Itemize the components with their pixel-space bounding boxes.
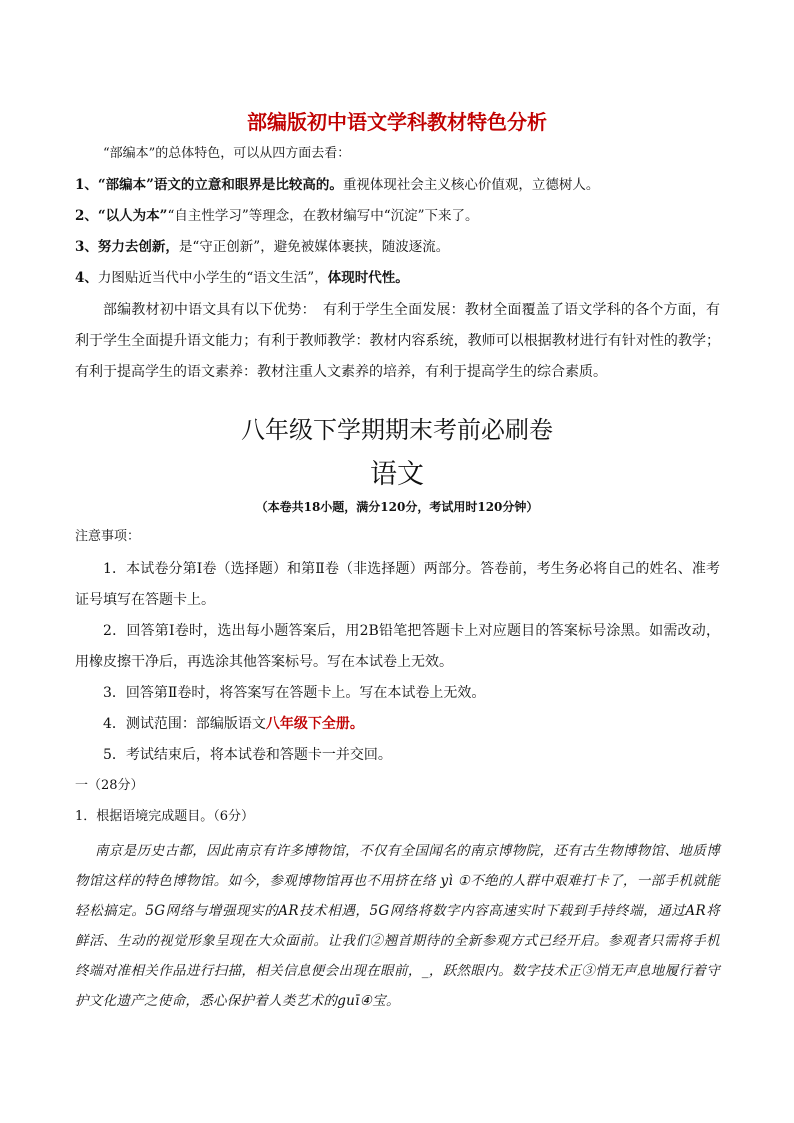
section-one-heading: 一（28分）	[75, 778, 144, 793]
document-title: 部编版初中语文学科教材特色分析	[247, 110, 547, 134]
exam-meta: （本卷共18小题，满分120分，考试用时120分钟）	[255, 500, 539, 514]
note-item-2: 2．回答第Ⅰ卷时，选出每小题答案后，用2B铅笔把答题卡上对应题目的答案标号涂黑。如需改动，用橡皮擦干净后，再选涂其他答案标号。写在本试卷上无效。	[75, 623, 720, 670]
feature-2-rest: “自主性学习”等理念，在教材编写中“沉淀”下来了。	[167, 208, 479, 224]
feature-1-strong: “部编本”语文的立意和眼界是比较高的。	[97, 177, 343, 193]
feature-2	[75, 206, 479, 226]
feature-4	[75, 268, 409, 288]
feature-4-tail: 体现时代性。	[327, 270, 409, 286]
note-item-4-scope: 八年级下全册。	[265, 716, 364, 732]
notes-heading: 注意事项：	[75, 529, 141, 544]
feature-1	[75, 175, 599, 195]
intro-text: “部编本”的总体特色，可以从四方面去看：	[103, 146, 351, 161]
feature-3-rest: 是“守正创新”，避免被媒体裹挟，随波逐流。	[178, 239, 450, 255]
feature-4-rest: 力图贴近当代中小学生的“语文生活”，	[97, 270, 328, 286]
feature-2-strong: “以人为本”	[97, 208, 168, 224]
note-item-5: 5．考试结束后，将本试卷和答题卡一并交回。	[103, 747, 392, 763]
note-item-4	[75, 709, 720, 740]
feature-2-num: 2、	[75, 208, 98, 224]
feature-4-num: 4、	[75, 270, 98, 286]
advantages-paragraph: 部编教材初中语文具有以下优势： 有利于学生全面发展：教材全面覆盖了语文学科的各个方面，有利于学生全面提升语文能力；有利于教师教学：教材内容系统，教师可以根据教材进行有针对性的教学；有利于提高学生的语文素养：教材注重人文素养的培养，有利于提高学生的综合素质。	[75, 302, 720, 380]
note-item-4-prefix: 4．测试范围：部编版语文	[103, 716, 266, 732]
exam-title: 八年级下学期期末考前必刷卷	[241, 416, 553, 444]
note-item-3: 3．回答第Ⅱ卷时，将答案写在答题卡上。写在本试卷上无效。	[103, 685, 486, 701]
question-one-heading: 1．根据语境完成题目。（6分）	[75, 809, 255, 824]
feature-3	[75, 237, 449, 257]
feature-3-strong: 努力去创新，	[97, 239, 179, 255]
feature-1-num: 1、	[75, 177, 98, 193]
reading-passage: 南京是历史古都，因此南京有许多博物馆，不仅有全国闻名的南京博物院，还有古生物博物馆、地质博物馆这样的特色博物馆。如今，参观博物馆再也不用挤在络 yì ①不绝的人群中艰难打卡了，一部手机就能轻松搞定。5G网络与增强现实的AR技术相遇，5G网络将数字内容高速实时下载到手持终端，通过AR将鲜活、生动的视觉形象呈现在大众面前。让我们②翘首期待的全新参观方式已经开启。参观者只需将手机终端对准相关作品进行扫描，相关信息便会出现在眼前，_，跃然眼内。数字技术正③悄无声息地履行着守护文化遗产之使命，悉心保护着人类艺术的guī④宝。	[75, 843, 720, 1009]
exam-subject: 语文	[370, 459, 424, 490]
feature-3-num: 3、	[75, 239, 98, 255]
note-item-1: 1．本试卷分第Ⅰ卷（选择题）和第Ⅱ卷（非选择题）两部分。答卷前，考生务必将自己的姓名、准考证号填写在答题卡上。	[75, 561, 720, 608]
feature-1-rest: 重视体现社会主义核心价值观，立德树人。	[342, 177, 600, 193]
